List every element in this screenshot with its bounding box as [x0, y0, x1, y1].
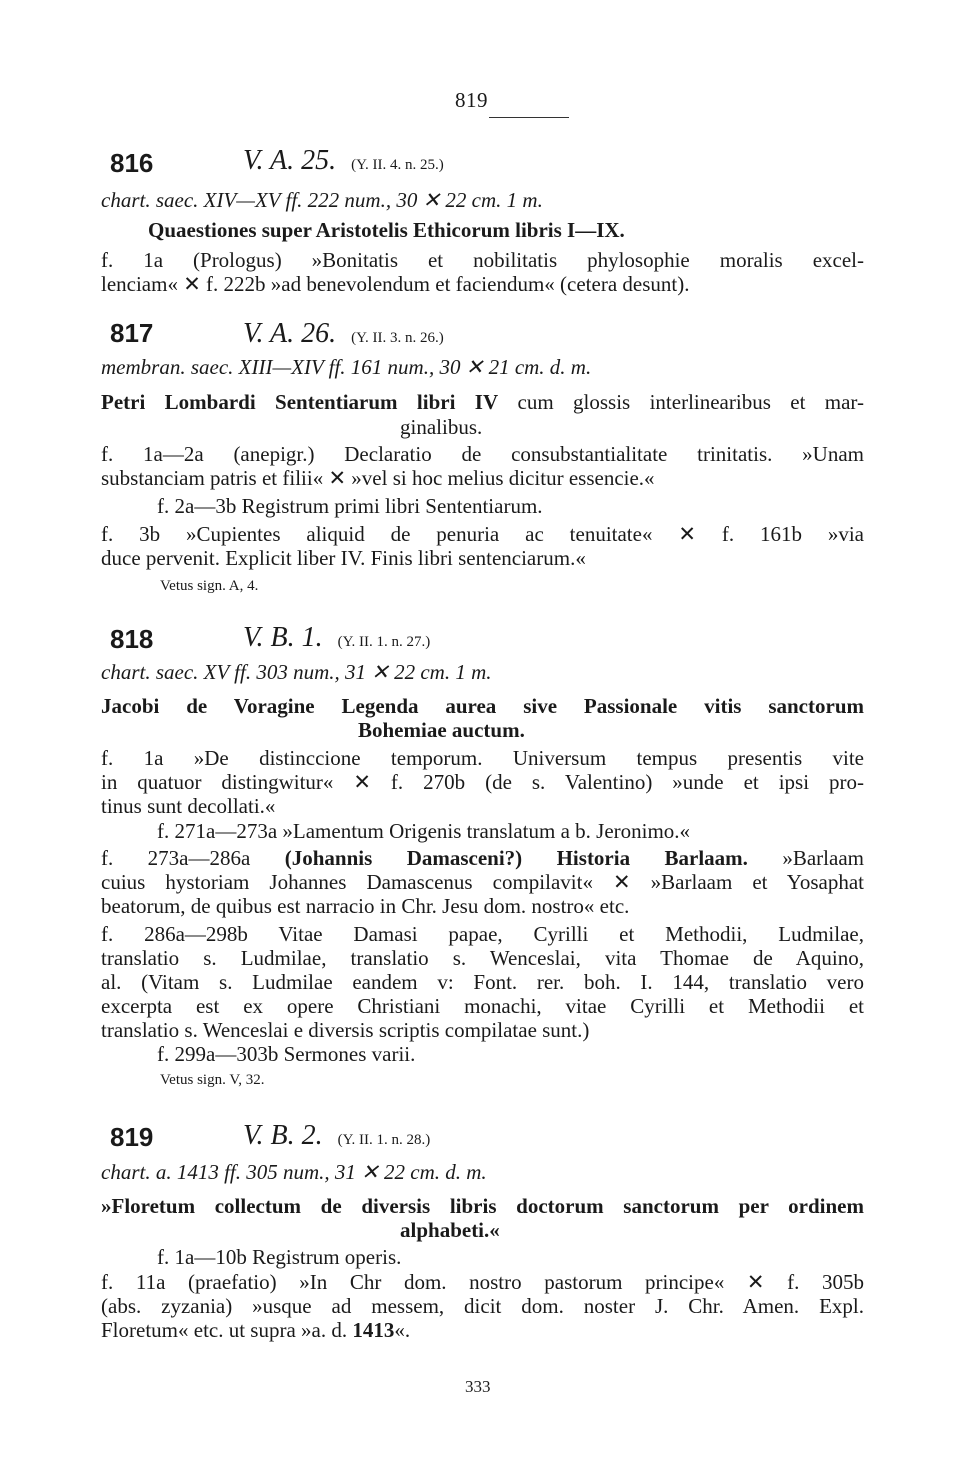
running-head: 819 [455, 88, 488, 112]
shelfmark-value: V. A. 25. [243, 145, 337, 176]
text-line: f. 286a—298b Vitae Damasi papae, Cyrilli et Methodii, Ludmilae, [101, 922, 864, 946]
text-line: f. 1a (Prologus) »Bonitatis et nobilitatis phylosophie moralis excel- [101, 248, 864, 272]
title-819: »Floretum collectum de diversis libris doctorum sanctorum per ordinem [101, 1194, 864, 1218]
page-number: 333 [465, 1377, 491, 1396]
text-line: al. (Vitam s. Ludmilae eandem v: Font. rer. boh. I. 144, translatio vero [101, 970, 864, 994]
text-line: f. 271a—273a »Lamentum Origenis translatum a b. Jeronimo.« [157, 819, 691, 843]
text-line: f. 299a—303b Sermones varii. [157, 1042, 416, 1066]
entry-number-818: 818 [110, 624, 154, 654]
text-line: duce pervenit. Explicit liber IV. Finis libri sentenciarum.« [101, 546, 586, 570]
text-line: f. 11a (praefatio) »In Chr dom. nostro pastorum principe« ✕ f. 305b [101, 1270, 864, 1294]
text-line: substanciam patris et filii« ✕ »vel si hoc melius dicitur essencie.« [101, 466, 655, 490]
old-signature: (Y. II. 1. n. 28.) [337, 1132, 431, 1148]
description-816: chart. saec. XIV—XV ff. 222 num., 30 ✕ 22 cm. 1 m. [101, 188, 543, 212]
text-line: f. 1a—2a (anepigr.) Declaratio de consubstantialitate trinitatis. »Unam [101, 442, 864, 466]
text-part: f. 273a—286a [101, 846, 285, 870]
text-line: f. 1a—10b Registrum operis. [157, 1245, 402, 1269]
title-continuation: alphabeti.« [400, 1218, 500, 1242]
text-line: f. 2a—3b Registrum primi libri Sententiarum. [157, 494, 543, 518]
title-816: Quaestiones super Aristotelis Ethicorum libris I—IX. [148, 218, 625, 242]
text-line: translatio s. Ludmilae, translatio s. Wenceslai, vita Thomae de Aquino, [101, 946, 864, 970]
old-signature: (Y. II. 3. n. 26.) [351, 330, 444, 346]
title-rest: cum glossis interlinearibus et mar- [517, 390, 864, 414]
title-817 [101, 390, 864, 415]
text-line: lenciam« ✕ f. 222b »ad benevolendum et faciendum« (cetera desunt). [101, 272, 690, 296]
entry-number-817: 817 [110, 318, 154, 348]
shelfmark-819 [243, 1120, 430, 1152]
vetus-signature: Vetus sign. V, 32. [160, 1072, 265, 1088]
title-continuation: Bohemiae auctum. [358, 718, 525, 742]
text-line [101, 846, 864, 871]
text-bold: 1413 [352, 1318, 395, 1342]
text-line: f. 1a »De distinccione temporum. Universum tempus presentis vite [101, 746, 864, 770]
description-817: membran. saec. XIII—XIV ff. 161 num., 30 ✕ 21 cm. d. m. [101, 355, 592, 379]
running-head-rule [489, 117, 569, 118]
text-part: «. [394, 1318, 411, 1342]
text-line: translatio s. Wenceslai e diversis scriptis compilatae sunt.) [101, 1018, 590, 1042]
text-line [101, 1318, 864, 1343]
vetus-signature: Vetus sign. A, 4. [160, 578, 259, 594]
text-part: »Barlaam [747, 846, 864, 870]
description-818: chart. saec. XV ff. 303 num., 31 ✕ 22 cm. 1 m. [101, 660, 492, 684]
text-line: excerpta est ex opere Christiani monachi, vitae Cyrilli et Methodii et [101, 994, 864, 1018]
text-line: f. 3b »Cupientes aliquid de penuria ac tenuitate« ✕ f. 161b »via [101, 522, 864, 546]
title-818: Jacobi de Voragine Legenda aurea sive Passionale vitis sanctorum [101, 694, 864, 718]
entry-number-819: 819 [110, 1122, 154, 1152]
text-line: tinus sunt decollati.« [101, 794, 276, 818]
text-part: Floretum« etc. ut supra »a. d. [101, 1318, 353, 1342]
shelfmark-value: V. A. 26. [243, 318, 337, 349]
shelfmark-818 [243, 622, 430, 654]
old-signature: (Y. II. 4. n. 25.) [351, 157, 444, 173]
title-continuation: ginalibus. [400, 415, 483, 439]
shelfmark-816 [243, 145, 444, 177]
shelfmark-817 [243, 318, 444, 350]
entry-number-816: 816 [110, 148, 154, 178]
description-819: chart. a. 1413 ff. 305 num., 31 ✕ 22 cm. d. m. [101, 1160, 487, 1184]
shelfmark-value: V. B. 1. [243, 622, 323, 653]
shelfmark-value: V. B. 2. [243, 1120, 323, 1151]
text-line: cuius hystoriam Johannes Damascenus compilavit« ✕ »Barlaam et Yosaphat [101, 870, 864, 894]
text-line: in quatuor distingwitur« ✕ f. 270b (de s. Valentino) »unde et ipsi pro- [101, 770, 864, 794]
text-line: beatorum, de quibus est narracio in Chr. Jesu dom. nostro« etc. [101, 894, 630, 918]
text-bold: (Johannis Damasceni?) Historia Barlaam. [284, 846, 748, 870]
text-line: (abs. zyzania) »usque ad messem, dicit dom. noster J. Chr. Amen. Expl. [101, 1294, 864, 1318]
old-signature: (Y. II. 1. n. 27.) [337, 634, 431, 650]
title-bold: Petri Lombardi Sententiarum libri IV [101, 390, 499, 414]
